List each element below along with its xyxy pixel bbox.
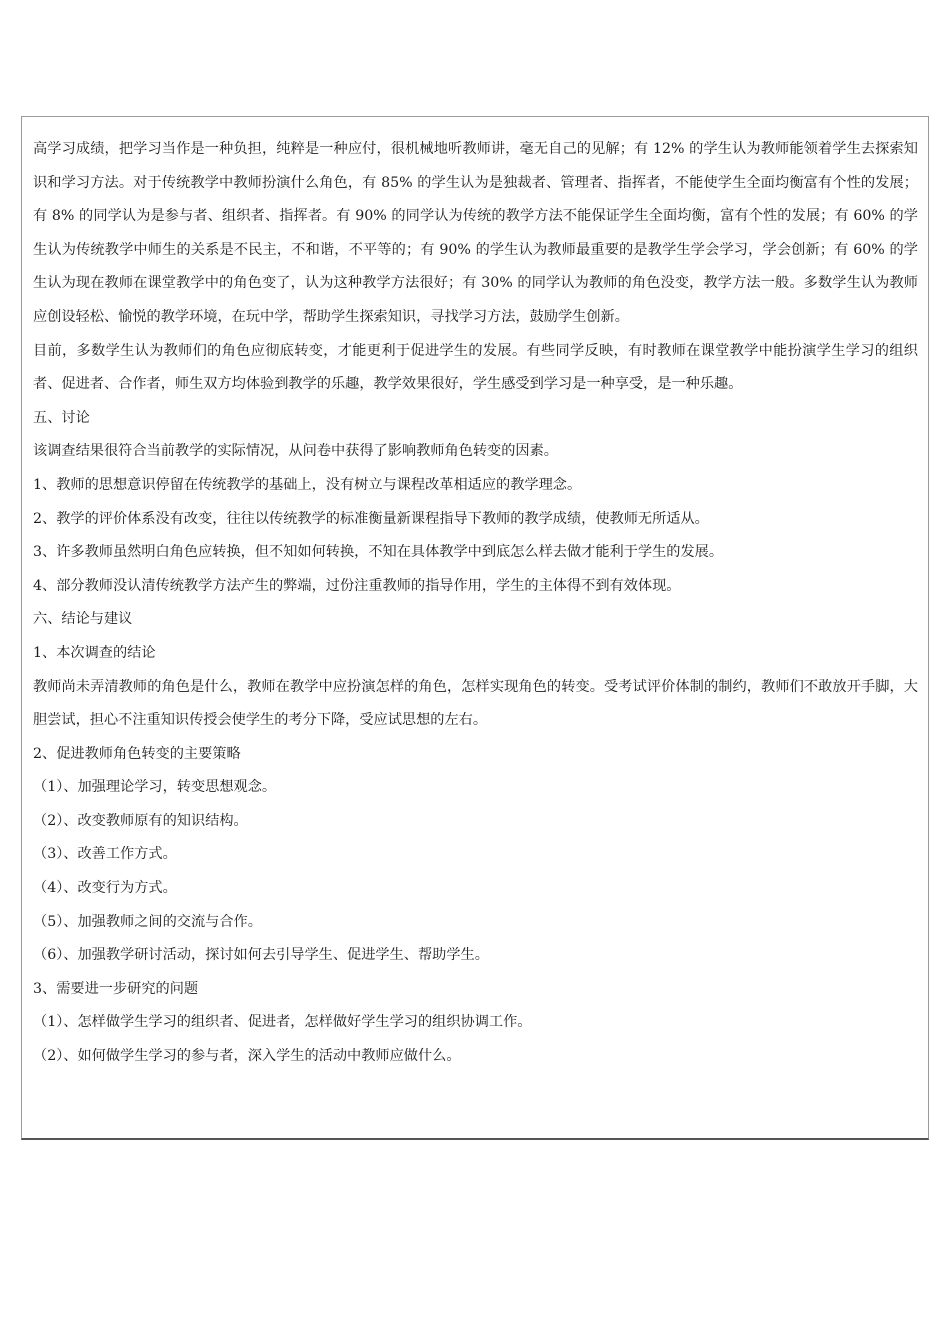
subheading-conclusion: 1、本次调查的结论 xyxy=(33,644,156,661)
document-body xyxy=(33,133,918,1074)
strategy-item-6: （6）、加强教学研讨活动，探讨如何去引导学生、促进学生、帮助学生。 xyxy=(33,947,489,964)
strategy-item-4: （4）、改变行为方式。 xyxy=(33,880,177,897)
discussion-item-3: 3、许多教师虽然明白角色应转换，但不知如何转换，不知在具体教学中到底怎么样去做才能利于学生的发展。 xyxy=(33,544,724,561)
strategy-item-3: （3）、改善工作方式。 xyxy=(33,846,177,863)
strategy-item-1: （1）、加强理论学习，转变思想观念。 xyxy=(33,779,277,796)
paragraph-current-view: 目前，多数学生认为教师们的角色应彻底转变，才能更利于促进学生的发展。有些同学反映，有时教师在课堂教学中能扮演学生学习的组织者、促进者、合作者，师生双方均体验到教学的乐趣，教学效果很好，学生感受到学习是一种享受，是一种乐趣。 xyxy=(33,342,918,393)
research-item-1: （1）、怎样做学生学习的组织者、促进者，怎样做好学生学习的组织协调工作。 xyxy=(33,1014,532,1031)
section-heading-conclusion: 六、结论与建议 xyxy=(33,611,133,628)
discussion-item-2: 2、教学的评价体系没有改变，往往以传统教学的标准衡量新课程指导下教师的教学成绩，使教师无所适从。 xyxy=(33,510,709,527)
subheading-strategies: 2、促进教师角色转变的主要策略 xyxy=(33,745,241,762)
section-heading-discussion: 五、讨论 xyxy=(33,409,90,426)
strategy-item-2: （2）、改变教师原有的知识结构。 xyxy=(33,812,248,829)
strategy-item-5: （5）、加强教师之间的交流与合作。 xyxy=(33,913,262,930)
paragraph-conclusion: 教师尚未弄清教师的角色是什么，教师在教学中应扮演怎样的角色，怎样实现角色的转变。受考试评价体制的制约，教师们不敢放开手脚，大胆尝试，担心不注重知识传授会使学生的考分下降，受应试思想的左右。 xyxy=(33,678,918,729)
research-item-2: （2）、如何做学生学习的参与者，深入学生的活动中教师应做什么。 xyxy=(33,1048,461,1065)
discussion-item-4: 4、部分教师没认清传统教学方法产生的弊端，过份注重教师的指导作用，学生的主体得不到有效体现。 xyxy=(33,577,681,594)
discussion-intro: 该调查结果很符合当前教学的实际情况，从问卷中获得了影响教师角色转变的因素。 xyxy=(33,443,558,460)
paragraph-survey-results: 高学习成绩，把学习当作是一种负担，纯粹是一种应付，很机械地听教师讲，毫无自己的见解；有 12% 的学生认为教师能领着学生去探索知识和学习方法。对于传统教学中教师扮演什么角色，有 85% 的学生认为是独裁者、管理者、指挥者，不能使学生全面均衡富有个性的发展；有 8% 的同学认为是参与者、组织者、指挥者。有 90% 的同学认为传统的教学方法不能保证学生全面均衡，富有个性的发展；有 60% 的学生认为传统教学中师生的关系是不民主，不和谐，不平等的；有 90% 的学生认为教师最重要的是教学生学会学习，学会创新；有 60% 的学生认为现在教师在课堂教学中的角色变了，认为这种教学方法很好；有 30% 的同学认为教师的角色没变，教学方法一般。多数学生认为教师应创设轻松、愉悦的教学环境，在玩中学，帮助学生探索知识，寻找学习方法，鼓励学生创新。 xyxy=(33,141,918,325)
discussion-item-1: 1、教师的思想意识停留在传统教学的基础上，没有树立与课程改革相适应的教学理念。 xyxy=(33,476,582,493)
subheading-further-research: 3、需要进一步研究的问题 xyxy=(33,980,199,997)
